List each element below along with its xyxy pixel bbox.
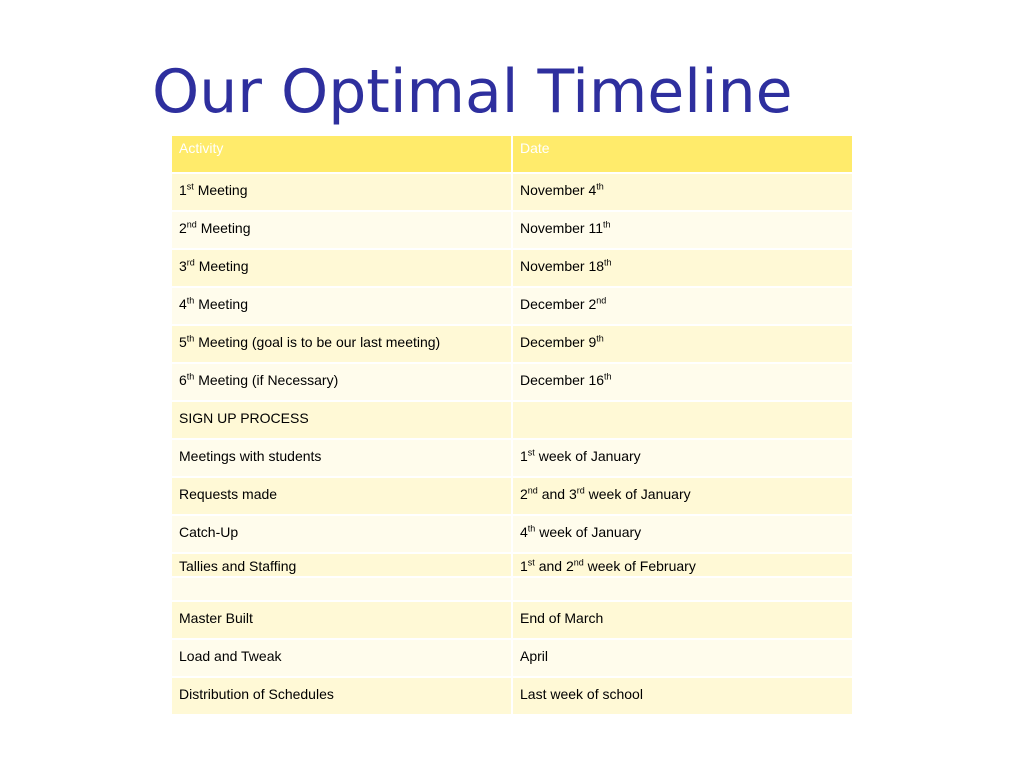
- table-row: [172, 364, 852, 400]
- cell-text: 4: [179, 296, 187, 312]
- cell-text: 2: [179, 220, 187, 236]
- cell-text: week of January: [534, 448, 641, 464]
- ordinal-suffix: rd: [576, 485, 585, 496]
- table-row: [172, 288, 852, 324]
- activity-cell: [172, 402, 511, 438]
- activity-cell: [172, 516, 511, 552]
- cell-text: Catch-Up: [179, 524, 239, 540]
- activity-cell: [172, 212, 511, 248]
- activity-cell: [172, 288, 511, 324]
- cell-text: 4: [520, 524, 528, 540]
- cell-text: December 9: [520, 334, 597, 350]
- cell-text: Distribution of Schedules: [179, 686, 334, 702]
- table-row: [172, 478, 852, 514]
- date-cell: [513, 516, 852, 552]
- table-row: [172, 602, 852, 638]
- cell-text: week of February: [583, 558, 696, 574]
- ordinal-suffix: th: [603, 219, 611, 230]
- table-row: [172, 678, 852, 714]
- cell-text: 6: [179, 372, 187, 388]
- date-cell: [513, 602, 852, 638]
- date-cell: [513, 578, 852, 600]
- cell-text: 2: [520, 486, 528, 502]
- ordinal-suffix: rd: [186, 257, 195, 268]
- slide-title: Our Optimal Timeline: [152, 57, 793, 127]
- cell-text: Load and Tweak: [179, 648, 282, 664]
- date-cell: [513, 440, 852, 476]
- date-cell: [513, 402, 852, 438]
- activity-cell: [172, 364, 511, 400]
- ordinal-suffix: st: [527, 557, 535, 568]
- cell-text: and 2: [534, 558, 574, 574]
- cell-text: week of January: [584, 486, 691, 502]
- ordinal-suffix: nd: [596, 295, 607, 306]
- date-cell: [513, 326, 852, 362]
- ordinal-suffix: nd: [573, 557, 584, 568]
- ordinal-suffix: th: [186, 295, 195, 306]
- cell-text: Meeting: [196, 220, 251, 236]
- ordinal-suffix: th: [527, 523, 536, 534]
- activity-cell: [172, 602, 511, 638]
- cell-text: December 2: [520, 296, 597, 312]
- date-cell: [513, 478, 852, 514]
- date-cell: [513, 640, 852, 676]
- ordinal-suffix: th: [596, 181, 604, 192]
- ordinal-suffix: th: [604, 371, 612, 382]
- activity-cell: [172, 640, 511, 676]
- cell-text: week of January: [535, 524, 642, 540]
- date-cell: [513, 174, 852, 210]
- activity-cell: [172, 440, 511, 476]
- ordinal-suffix: nd: [527, 485, 538, 496]
- table-row: [172, 516, 852, 552]
- cell-text: Meetings with students: [179, 448, 322, 464]
- ordinal-suffix: st: [186, 181, 194, 192]
- activity-cell: [172, 478, 511, 514]
- cell-text: Master Built: [179, 610, 253, 626]
- cell-text: 1: [179, 182, 187, 198]
- timeline-body: [172, 174, 852, 714]
- cell-text: 1: [520, 448, 528, 464]
- header-activity: Activity: [172, 136, 511, 172]
- cell-text: November 4: [520, 182, 597, 198]
- date-cell: [513, 212, 852, 248]
- table-row: [172, 212, 852, 248]
- ordinal-suffix: th: [604, 257, 612, 268]
- cell-text: 1: [520, 558, 528, 574]
- activity-cell: [172, 174, 511, 210]
- cell-text: 3: [179, 258, 187, 274]
- activity-cell: [172, 554, 511, 576]
- timeline-table: [170, 134, 854, 716]
- date-cell: [513, 288, 852, 324]
- ordinal-suffix: nd: [186, 219, 197, 230]
- table-row: [172, 174, 852, 210]
- date-cell: [513, 250, 852, 286]
- table-row: [172, 554, 852, 576]
- cell-text: Meeting: [194, 258, 249, 274]
- ordinal-suffix: th: [596, 333, 604, 344]
- header-date: Date: [513, 136, 852, 172]
- cell-text: Meeting: [193, 182, 248, 198]
- cell-text: Meeting (goal is to be our last meeting): [194, 334, 441, 350]
- ordinal-suffix: th: [186, 333, 195, 344]
- cell-text: SIGN UP PROCESS: [179, 410, 309, 426]
- cell-text: and 3: [537, 486, 577, 502]
- cell-text: Meeting (if Necessary): [194, 372, 339, 388]
- table-row: [172, 440, 852, 476]
- cell-text: Meeting: [194, 296, 249, 312]
- date-cell: [513, 364, 852, 400]
- cell-text: April: [520, 648, 549, 664]
- table-header-row: [172, 136, 852, 172]
- cell-text: 5: [179, 334, 187, 350]
- table-row: [172, 640, 852, 676]
- cell-text: End of March: [520, 610, 604, 626]
- ordinal-suffix: th: [186, 371, 195, 382]
- cell-text: November 11: [520, 220, 604, 236]
- ordinal-suffix: st: [527, 447, 535, 458]
- cell-text: Requests made: [179, 486, 278, 502]
- table-row: [172, 250, 852, 286]
- table-row: [172, 578, 852, 600]
- activity-cell: [172, 250, 511, 286]
- table-row: [172, 326, 852, 362]
- cell-text: November 18: [520, 258, 605, 274]
- cell-text: Tallies and Staffing: [179, 558, 297, 574]
- activity-cell: [172, 578, 511, 600]
- activity-cell: [172, 326, 511, 362]
- date-cell: [513, 554, 852, 576]
- date-cell: [513, 678, 852, 714]
- activity-cell: [172, 678, 511, 714]
- table-row: [172, 402, 852, 438]
- cell-text: Last week of school: [520, 686, 643, 702]
- cell-text: December 16: [520, 372, 605, 388]
